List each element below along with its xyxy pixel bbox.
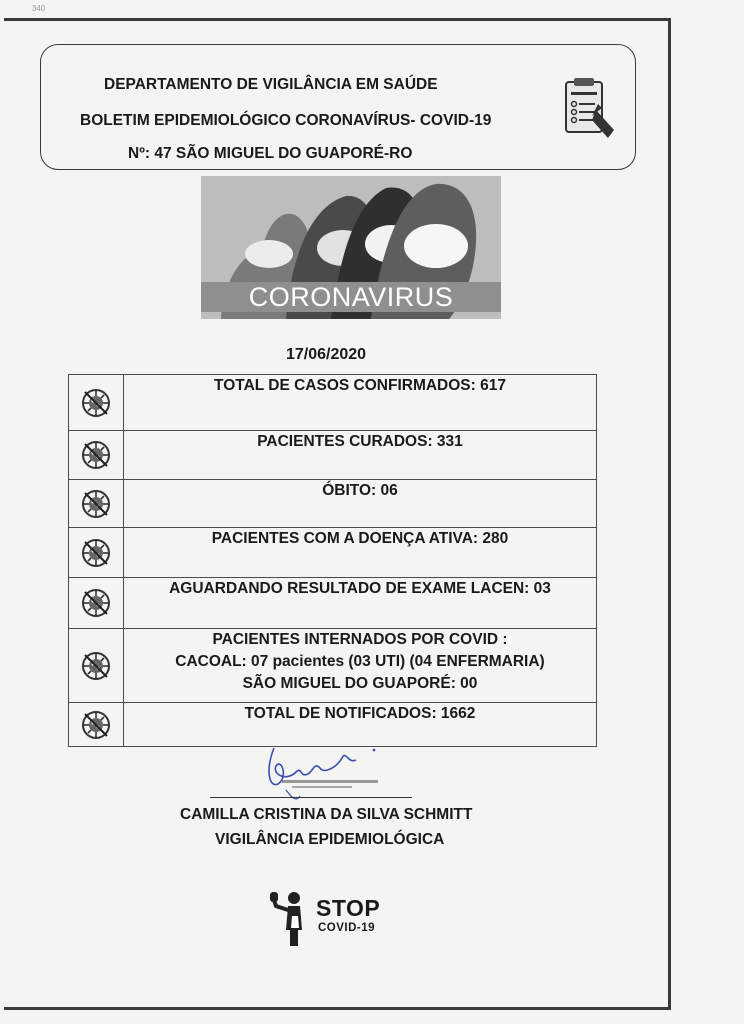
bulletin-title: BOLETIM EPIDEMIOLÓGICO CORONAVÍRUS- COVID-19 <box>80 112 492 129</box>
stat-icon-cell <box>69 431 124 480</box>
stat-text-cell <box>124 578 597 629</box>
stat-text-cell <box>124 629 597 703</box>
covid19-logo-text: COVID-19 <box>318 922 376 934</box>
stat-row <box>69 578 597 629</box>
stop-logo-text: STOP <box>316 895 381 921</box>
page-number-mark: 340 <box>32 4 46 13</box>
virus-icon <box>81 440 111 470</box>
bulletin-date: 17/06/2020 <box>286 346 367 363</box>
coronavirus-banner-label <box>201 282 501 312</box>
statistics-table <box>68 374 597 747</box>
stat-row <box>69 480 597 528</box>
virus-icon <box>81 388 111 418</box>
virus-icon <box>81 651 111 681</box>
stat-line: PACIENTES COM A DOENÇA ATIVA: 280 <box>211 530 509 547</box>
stat-icon-cell <box>69 703 124 747</box>
stat-line: ÓBITO: 06 <box>322 482 398 499</box>
signature-line <box>210 797 412 798</box>
stat-icon-cell <box>69 375 124 431</box>
stat-line: PACIENTES CURADOS: 331 <box>257 433 463 450</box>
signer-role: VIGILÂNCIA EPIDEMIOLÓGICA <box>215 831 445 848</box>
stat-row <box>69 375 597 431</box>
signer-name: CAMILLA CRISTINA DA SILVA SCHMITT <box>180 806 473 823</box>
stop-hand-person-icon <box>268 890 312 948</box>
stat-line: TOTAL DE CASOS CONFIRMADOS: 617 <box>214 377 506 394</box>
stat-line: AGUARDANDO RESULTADO DE EXAME LACEN: 03 <box>169 580 551 597</box>
stat-icon-cell <box>69 528 124 578</box>
department-title: DEPARTAMENTO DE VIGILÂNCIA EM SAÚDE <box>104 76 438 93</box>
stat-line: SÃO MIGUEL DO GUAPORÉ: 00 <box>242 675 478 692</box>
stat-row <box>69 528 597 578</box>
stat-row <box>69 629 597 703</box>
stat-line: PACIENTES INTERNADOS POR COVID : <box>212 631 508 648</box>
stat-text-cell <box>124 480 597 528</box>
checklist-clipboard-icon <box>562 74 620 142</box>
stat-line: TOTAL DE NOTIFICADOS: 1662 <box>244 705 476 722</box>
coronavirus-banner-text: CORONAVIRUS <box>248 281 454 312</box>
stat-text-cell <box>124 431 597 480</box>
virus-icon <box>81 710 111 740</box>
stat-icon-cell <box>69 480 124 528</box>
virus-icon <box>81 538 111 568</box>
stat-icon-cell <box>69 578 124 629</box>
bulletin-number-location: Nº: 47 SÃO MIGUEL DO GUAPORÉ-RO <box>128 145 413 162</box>
stat-text-cell <box>124 528 597 578</box>
stat-icon-cell <box>69 629 124 703</box>
virus-icon <box>81 588 111 618</box>
stat-line: CACOAL: 07 pacientes (03 UTI) (04 ENFERMARIA) <box>175 653 545 670</box>
stat-row <box>69 431 597 480</box>
virus-icon <box>81 489 111 519</box>
stat-text-cell <box>124 375 597 431</box>
